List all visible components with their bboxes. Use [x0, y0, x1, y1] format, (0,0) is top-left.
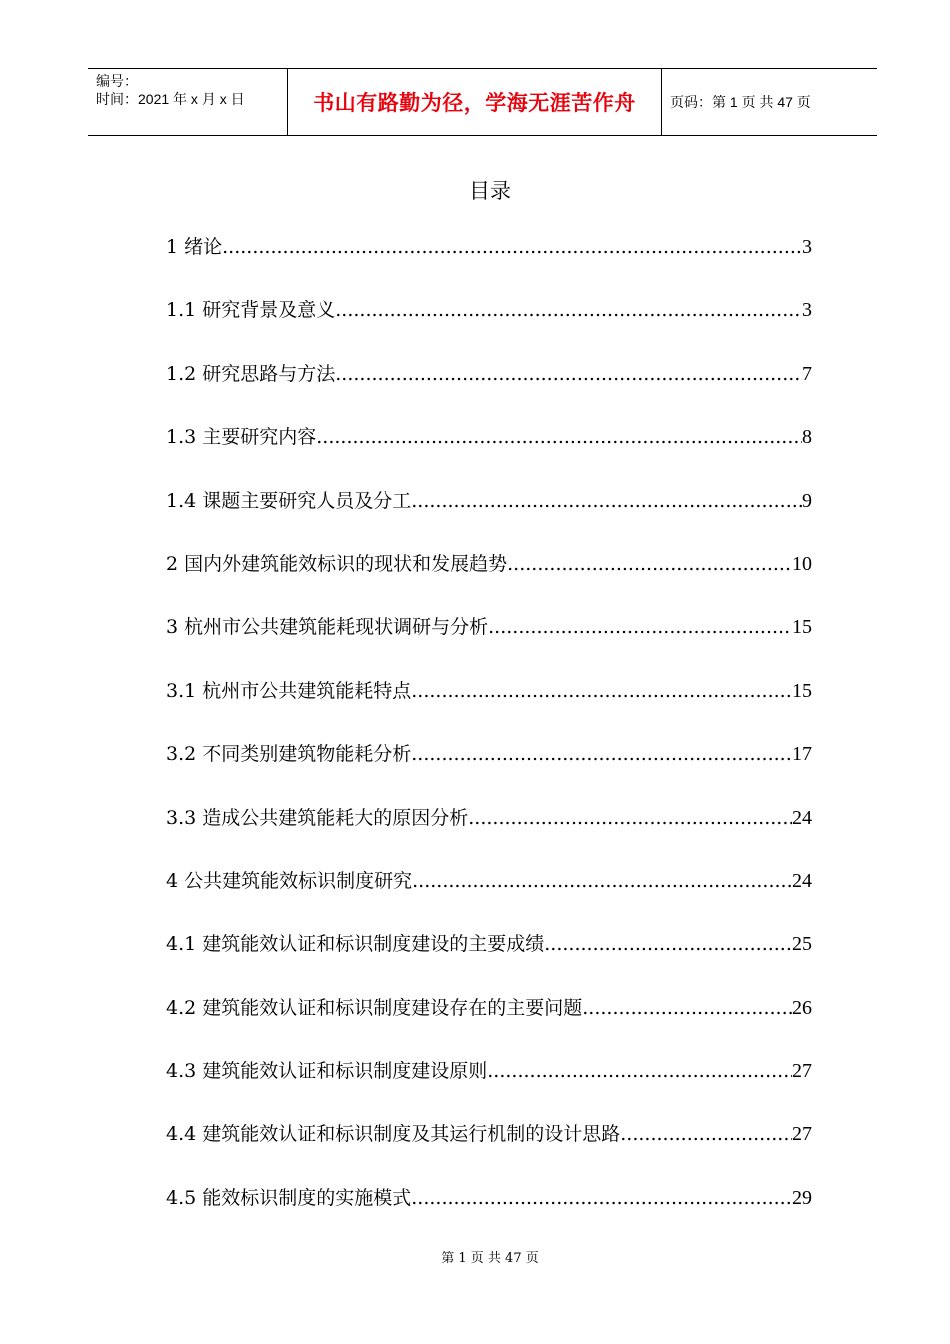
toc-entry-page: 29 [792, 1186, 812, 1209]
toc-entry-label: 1.1 研究背景及意义 [166, 299, 336, 322]
toc-entry-page: 24 [792, 869, 812, 892]
toc-entry-page: 7 [802, 362, 812, 385]
toc-entry[interactable] [166, 289, 812, 352]
toc-dot-leader [316, 425, 802, 449]
toc-dot-leader [507, 552, 792, 576]
page-footer: 第 1 页 共 47 页 [441, 1251, 539, 1266]
header-page-info: 页码：第 1 页 共 47 页 [670, 94, 811, 110]
toc-dot-leader [468, 806, 792, 830]
toc-entry-label: 4.2 建筑能效认证和标识制度建设存在的主要问题 [166, 996, 583, 1019]
toc-dot-leader [411, 1186, 792, 1210]
toc-entry[interactable] [166, 670, 812, 733]
toc-entry-page: 15 [792, 616, 812, 639]
toc-entry-page: 27 [792, 1060, 812, 1083]
table-of-contents [166, 226, 812, 1240]
toc-entry-label: 2 国内外建筑能效标识的现状和发展趋势 [166, 552, 508, 575]
toc-dot-leader [487, 1059, 792, 1083]
document-header [88, 68, 877, 136]
toc-entry-label: 1.2 研究思路与方法 [166, 362, 336, 385]
toc-dot-leader [335, 362, 802, 386]
toc-dot-leader [544, 932, 792, 956]
toc-entry[interactable] [166, 1050, 812, 1113]
toc-entry[interactable] [166, 480, 812, 543]
toc-dot-leader [411, 679, 792, 703]
toc-entry-page: 27 [792, 1123, 812, 1146]
toc-dot-leader [582, 996, 792, 1020]
toc-entry-label: 3.2 不同类别建筑物能耗分析 [166, 743, 412, 766]
toc-dot-leader [412, 869, 792, 893]
toc-dot-leader [222, 235, 802, 259]
toc-dot-leader [411, 489, 802, 513]
toc-entry-page: 26 [792, 996, 812, 1019]
toc-entry[interactable] [166, 797, 812, 860]
header-motto: 书山有路勤为径，学海无涯苦作舟 [313, 91, 636, 115]
toc-entry-label: 3 杭州市公共建筑能耗现状调研与分析 [166, 616, 489, 639]
toc-entry-page: 24 [792, 806, 812, 829]
toc-entry-label: 4 公共建筑能效标识制度研究 [166, 869, 413, 892]
toc-title: 目录 [469, 179, 511, 203]
toc-entry-page: 8 [802, 426, 812, 449]
toc-entry-label: 4.1 建筑能效认证和标识制度建设的主要成绩 [166, 933, 545, 956]
toc-entry-label: 4.3 建筑能效认证和标识制度建设原则 [166, 1060, 488, 1083]
toc-entry[interactable] [166, 543, 812, 606]
toc-dot-leader [411, 742, 792, 766]
header-page-cell [662, 69, 877, 135]
toc-entry[interactable] [166, 860, 812, 923]
toc-entry-label: 3.3 造成公共建筑能耗大的原因分析 [166, 806, 469, 829]
toc-entry-page: 25 [792, 933, 812, 956]
toc-entry-page: 10 [792, 552, 812, 575]
serial-number-label: 编号： [96, 73, 138, 89]
toc-entry[interactable] [166, 416, 812, 479]
toc-dot-leader [620, 1122, 792, 1146]
header-meta-cell [88, 69, 288, 135]
toc-entry[interactable] [166, 923, 812, 986]
toc-entry[interactable] [166, 733, 812, 796]
toc-entry-label: 3.1 杭州市公共建筑能耗特点 [166, 679, 412, 702]
toc-entry[interactable] [166, 353, 812, 416]
toc-dot-leader [488, 615, 792, 639]
toc-entry-label: 1.3 主要研究内容 [166, 426, 317, 449]
toc-entry[interactable] [166, 606, 812, 669]
toc-entry-page: 9 [802, 489, 812, 512]
toc-entry[interactable] [166, 1177, 812, 1240]
toc-entry-label: 1 绪论 [166, 236, 223, 258]
toc-entry[interactable] [166, 987, 812, 1050]
toc-entry-page: 17 [792, 743, 812, 766]
toc-entry-label: 4.5 能效标识制度的实施模式 [166, 1186, 412, 1209]
toc-entry-label: 4.4 建筑能效认证和标识制度及其运行机制的设计思路 [166, 1123, 621, 1146]
toc-entry-label: 1.4 课题主要研究人员及分工 [166, 489, 412, 512]
toc-entry[interactable] [166, 226, 812, 289]
toc-entry-page: 3 [802, 299, 812, 322]
time-label: 时间：2021 年 x 月 x 日 [96, 91, 245, 107]
toc-dot-leader [335, 298, 802, 322]
toc-entry-page: 15 [792, 679, 812, 702]
toc-entry[interactable] [166, 1113, 812, 1176]
header-motto-cell [288, 69, 662, 135]
toc-entry-page: 3 [802, 236, 812, 258]
